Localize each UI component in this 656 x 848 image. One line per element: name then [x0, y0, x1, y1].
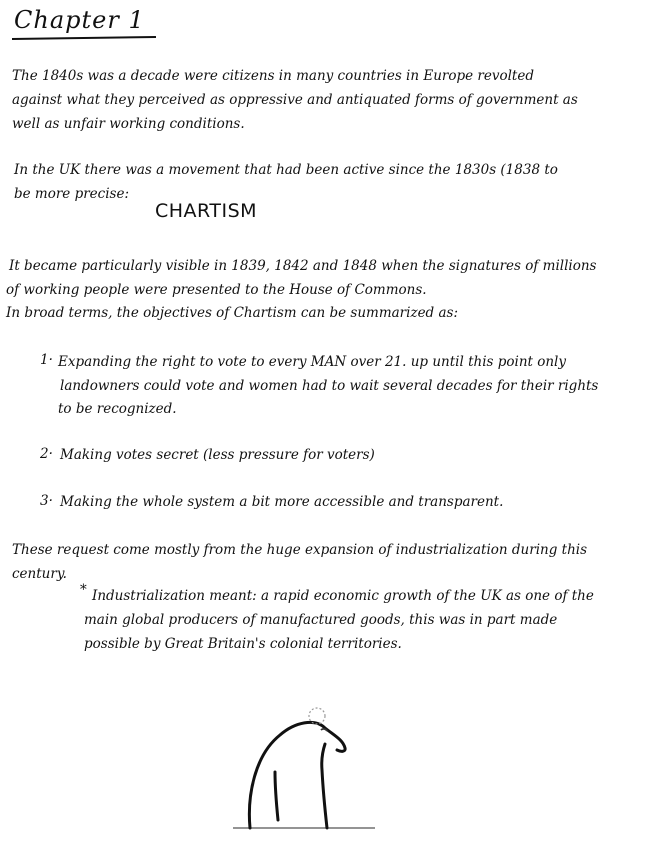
paragraph-3-line-3: In broad terms, the objectives of Chartism can be summarized as: [6, 305, 459, 321]
figure-back [322, 744, 327, 828]
paragraph-2-line-2: be more precise: [14, 186, 130, 202]
list-item-1-line-3: to be recognized. [58, 401, 177, 417]
figure-eye [321, 729, 327, 731]
paragraph-1-line-1: The 1840s was a decade were citizens in many countries in Europe revolted [12, 68, 534, 84]
paragraph-4-line-1: These request come mostly from the huge expansion of industrialization during this [12, 542, 588, 558]
paragraph-1-line-2: against what they perceived as oppressive and antiquated forms of government as [12, 92, 578, 108]
footnote-line-1: Industrialization meant: a rapid economic growth of the UK as one of the [92, 588, 594, 604]
footnote-line-2: main global producers of manufactured goods, this was in part made [84, 612, 558, 628]
list-item-3-line-1: Making the whole system a bit more accessible and transparent. [60, 494, 504, 510]
paragraph-3-line-2: of working people were presented to the House of Commons. [6, 282, 427, 298]
paragraph-3-line-1: It became particularly visible in 1839, 1842 and 1848 when the signatures of millions [9, 258, 597, 274]
figure-body [249, 722, 345, 828]
list-item-1-line-2: landowners could vote and women had to wait several decades for their rights [60, 378, 599, 394]
footnote-mark: * [80, 582, 87, 598]
doodle-figure-icon [225, 700, 385, 835]
list-number-1: 1· [40, 352, 53, 368]
page-title: Chapter 1 [14, 6, 145, 34]
title-underline [12, 36, 156, 40]
footnote-line-3: possible by Great Britain's colonial territories. [84, 636, 402, 652]
list-item-2-line-1: Making votes secret (less pressure for voters) [60, 447, 375, 463]
list-number-3: 3· [40, 493, 53, 509]
paragraph-4-line-2: century. [12, 566, 67, 582]
paragraph-2-line-1: In the UK there was a movement that had been active since the 1830s (1838 to [14, 162, 558, 178]
list-item-1-line-1: Expanding the right to vote to every MAN over 21. up until this point only [58, 354, 567, 370]
figure-arm [275, 772, 278, 820]
paragraph-1-line-3: well as unfair working conditions. [12, 116, 245, 132]
chartism-heading: CHARTISM [155, 200, 258, 222]
list-number-2: 2· [40, 446, 53, 462]
